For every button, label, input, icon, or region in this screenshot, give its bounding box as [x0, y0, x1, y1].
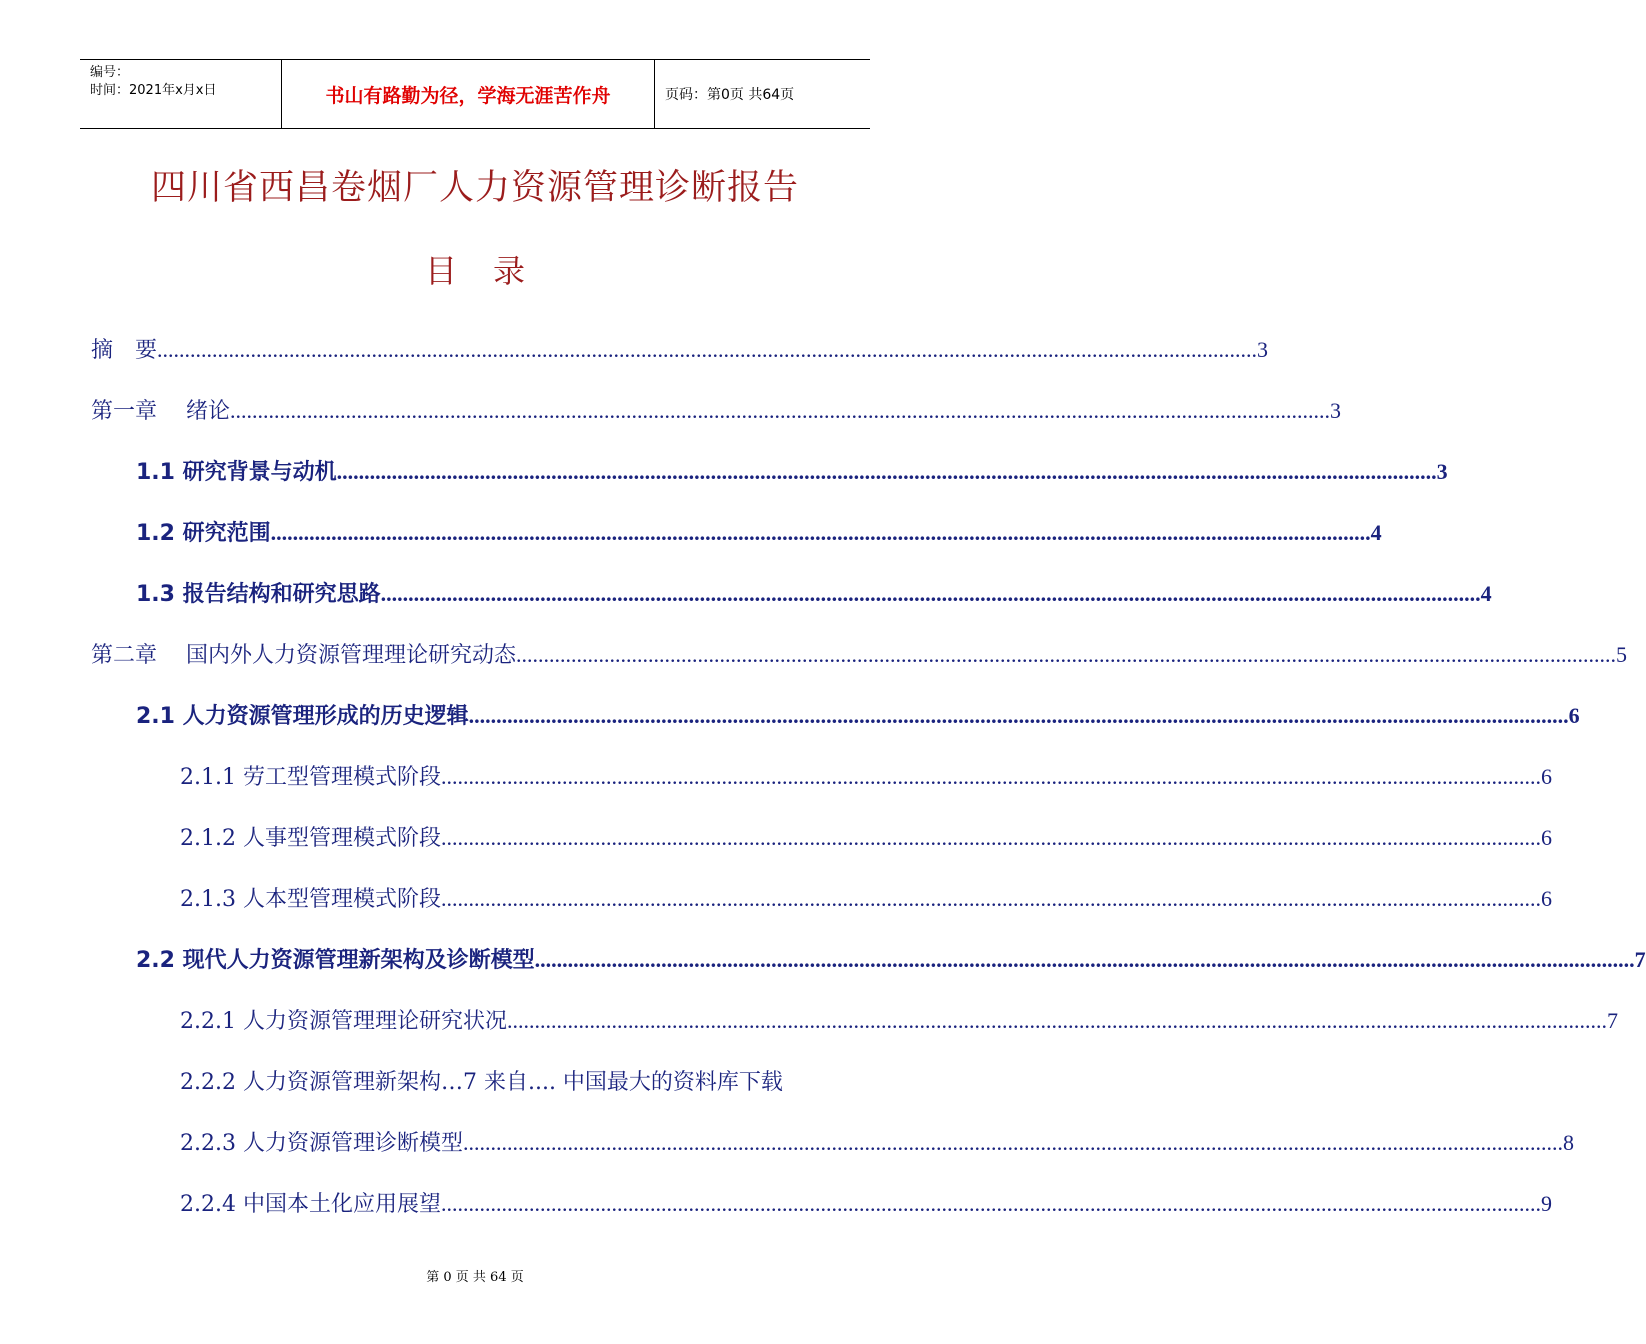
toc-entry-label: 1.1 研究背景与动机 [136, 460, 337, 485]
toc-entry-page: 3 [1257, 337, 1269, 362]
toc-entry[interactable] [180, 1004, 1618, 1038]
toc-entry-label: 2.2.3 人力资源管理诊断模型 [180, 1131, 463, 1156]
toc-entry[interactable] [180, 1187, 1552, 1221]
toc-entry-page: 7 [1634, 947, 1646, 972]
header-page-info: 页码：第0页 共64页 [665, 87, 795, 103]
toc-entry[interactable] [136, 577, 1492, 611]
toc-entry-label: 2.2.4 中国本土化应用展望 [180, 1192, 441, 1217]
toc-entry-page: 4 [1480, 581, 1492, 606]
toc-entry[interactable] [180, 882, 1552, 916]
number-label: 编号： [90, 65, 130, 80]
toc-entry-page: 6 [1540, 764, 1552, 789]
toc-leader-dots: ........................................................................................................................................................................................................ [440, 825, 1541, 850]
toc-entry-label: 2.2.1 人力资源管理理论研究状况 [180, 1009, 507, 1034]
toc-entry-page: 7 [1606, 1008, 1618, 1033]
toc-leader-dots: ........................................................................................................................................................................................................ [440, 886, 1541, 911]
toc-leader-dots: ........................................................................................................................................................................................................ [516, 642, 1616, 667]
header-meta [80, 60, 282, 128]
toc-entry-label: 2.1 人力资源管理形成的历史逻辑 [136, 704, 469, 729]
toc-entry[interactable] [180, 821, 1552, 855]
toc-entry-page: 5 [1616, 642, 1627, 667]
toc-entry-page: 6 [1540, 825, 1552, 850]
toc-entry[interactable] [180, 1065, 858, 1099]
toc-entry-page: 3 [1436, 459, 1448, 484]
toc-leader-dots: ........................................................................................................................................................................................................ [462, 1130, 1563, 1155]
toc-entry[interactable] [136, 455, 1448, 489]
document-title: 四川省西昌卷烟厂人力资源管理诊断报告 [150, 168, 799, 208]
toc-entry[interactable] [136, 943, 1646, 977]
toc-entry-page: 3 [1330, 398, 1341, 423]
toc-leader-dots: ........................................................................................................................................................................................................ [506, 1008, 1607, 1033]
toc-title: 目录 [424, 252, 561, 290]
toc-entry-page: 8 [1562, 1130, 1574, 1155]
header-motto: 书山有路勤为径，学海无涯苦作舟 [282, 60, 655, 128]
header-table [80, 59, 870, 129]
toc-entry[interactable] [180, 1126, 1574, 1160]
toc-leader-dots: ........................................................................................................................................................................................................ [534, 947, 1635, 972]
toc-entry-label: 2.1.3 人本型管理模式阶段 [180, 887, 441, 912]
toc-entry-label: 第一章 绪论 [91, 399, 230, 424]
toc-entry[interactable] [91, 394, 1341, 428]
toc-entry[interactable] [136, 516, 1382, 550]
time-label: 时间：2021年x月x日 [90, 83, 217, 98]
toc-leader-dots: ........................................................................................................................................................................................................ [468, 703, 1569, 728]
toc-leader-dots: ........................................................................................................................................................................................................ [336, 459, 1437, 484]
toc-entry[interactable] [91, 638, 1627, 672]
toc-entry[interactable] [91, 333, 1269, 367]
toc-entry-page: 4 [1370, 520, 1382, 545]
toc-entry-label: 摘 要 [91, 338, 158, 363]
toc-entry-label: 2.2.2 人力资源管理新架构…7 来自.... 中国最大的资料库下载 [180, 1070, 783, 1095]
toc-leader-dots: ........................................................................................................................................................................................................ [157, 337, 1258, 362]
toc-leader-dots: ........................................................................................................................................................................................................ [440, 1191, 1541, 1216]
toc-entry-label: 2.1.1 劳工型管理模式阶段 [180, 765, 441, 790]
toc-entry-label: 2.1.2 人事型管理模式阶段 [180, 826, 441, 851]
toc-entry[interactable] [180, 760, 1552, 794]
toc-entry-page: 6 [1540, 886, 1552, 911]
toc-entry-page: 6 [1568, 703, 1580, 728]
toc-entry[interactable] [136, 699, 1580, 733]
toc-leader-dots: ........................................................................................................................................................................................................ [270, 520, 1371, 545]
toc-leader-dots: ........................................................................................................................................................................................................ [440, 764, 1541, 789]
page-footer: 第 0 页 共 64 页 [426, 1270, 524, 1285]
toc-leader-dots: ........................................................................................................................................................................................................ [230, 398, 1330, 423]
toc-entry-label: 第二章 国内外人力资源管理理论研究动态 [91, 643, 516, 668]
toc-entry-label: 1.2 研究范围 [136, 521, 271, 546]
toc-entry-label: 2.2 现代人力资源管理新架构及诊断模型 [136, 948, 535, 973]
toc-leader-dots: ........................................................................................................................................................................................................ [380, 581, 1481, 606]
toc-entry-label: 1.3 报告结构和研究思路 [136, 582, 381, 607]
toc-entry-page: 9 [1540, 1191, 1552, 1216]
